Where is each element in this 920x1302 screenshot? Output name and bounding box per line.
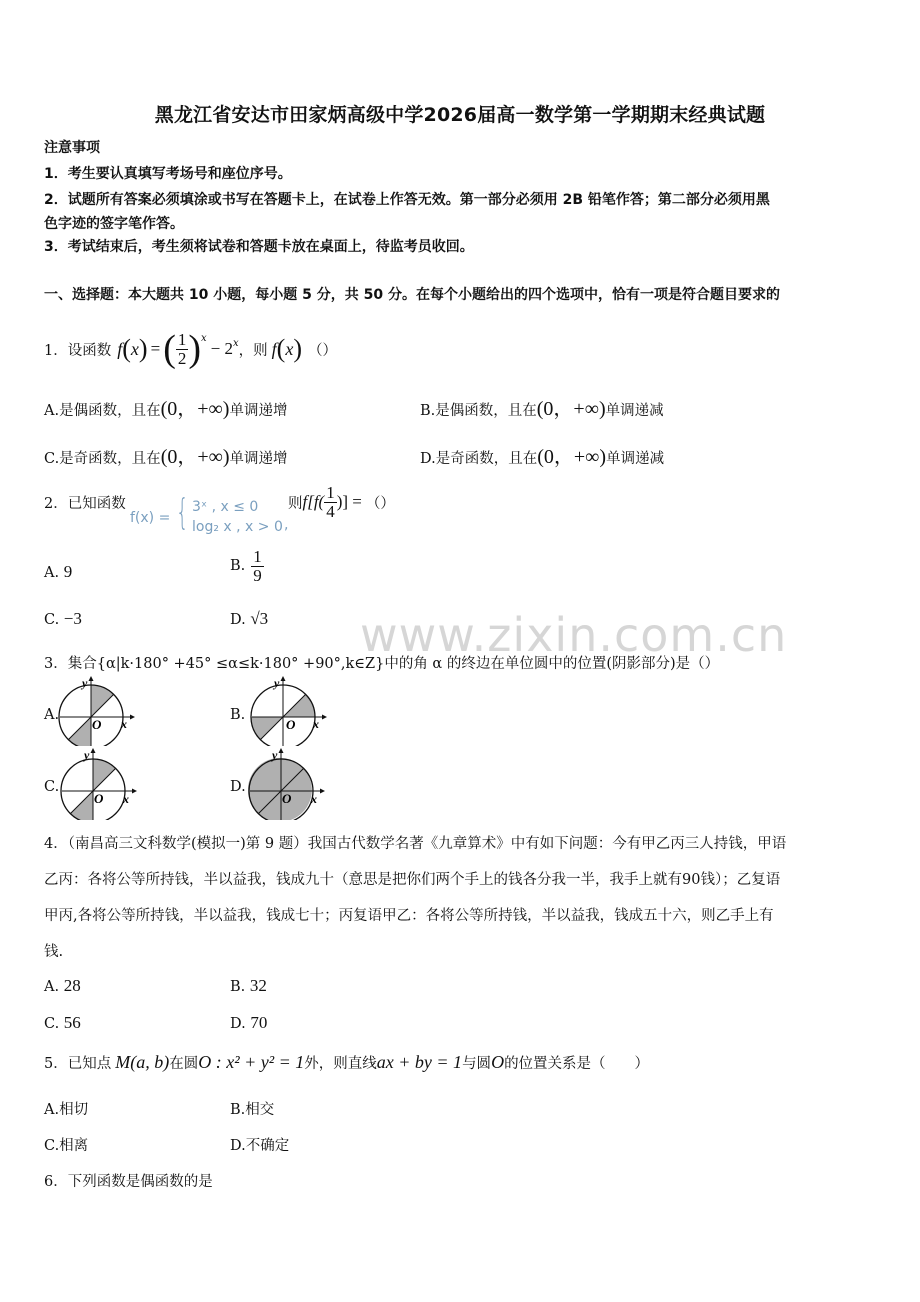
option-label: C. bbox=[44, 1016, 60, 1032]
frac-den: 2 bbox=[177, 348, 187, 368]
q1-x: x bbox=[285, 338, 294, 359]
frac-den: 9 bbox=[253, 565, 262, 585]
paren: ) bbox=[138, 334, 148, 363]
question-1 bbox=[44, 330, 337, 368]
shaded-sector bbox=[251, 717, 283, 740]
option-tail: 单调递减 bbox=[606, 451, 665, 467]
q5-option-a: A.相切 bbox=[44, 1102, 89, 1118]
exponent: x bbox=[201, 332, 207, 344]
paren: ) bbox=[293, 334, 302, 363]
watermark: www.zixin.com.cn bbox=[360, 608, 788, 662]
option-label: A.是偶函数，且在 bbox=[44, 403, 161, 419]
option-interval: (0，+∞) bbox=[160, 446, 230, 468]
q3-option-c-label: C. bbox=[44, 779, 60, 795]
q1-x: x bbox=[130, 338, 139, 359]
fraction bbox=[324, 484, 337, 521]
q2-expr-right: )] = bbox=[336, 492, 362, 512]
arrow bbox=[320, 789, 325, 794]
origin-label: O bbox=[92, 717, 102, 732]
q4-option-c bbox=[44, 1013, 81, 1033]
q1-option-d bbox=[420, 440, 664, 469]
q3-option-d-label: D. bbox=[230, 779, 246, 795]
q3-option-a-label: A. bbox=[44, 707, 60, 723]
q5-point: M(a, b) bbox=[115, 1052, 170, 1072]
q2-option-c bbox=[44, 609, 82, 629]
q5-line: ax + by = 1 bbox=[376, 1052, 463, 1072]
q3-option-a-diagram bbox=[58, 676, 138, 746]
q1-f: f bbox=[271, 338, 277, 359]
arrow bbox=[130, 715, 135, 720]
q4-option-b bbox=[230, 976, 267, 996]
fraction bbox=[251, 548, 264, 585]
y-label: y bbox=[84, 748, 90, 762]
option-interval: (0，+∞) bbox=[536, 398, 606, 420]
option-label: D. bbox=[230, 612, 246, 628]
notice-heading: 注意事项 bbox=[44, 140, 100, 156]
section-heading: 一、选择题：本大题共 10 小题，每小题 5 分，共 50 分。在每个小题给出的四个选项中，恰有一项是符合题目要求的 bbox=[44, 287, 780, 303]
origin-label: O bbox=[94, 791, 104, 806]
shaded-sector bbox=[68, 717, 91, 746]
option-value: 9 bbox=[63, 562, 73, 581]
option-value: −3 bbox=[63, 609, 82, 628]
frac-num: 1 bbox=[326, 483, 335, 502]
paren: ( bbox=[163, 328, 176, 370]
q1-eq: = bbox=[150, 339, 161, 358]
origin-label: O bbox=[286, 717, 296, 732]
shaded-sector bbox=[283, 694, 315, 717]
option-label: B. bbox=[230, 979, 246, 995]
q2-expression bbox=[288, 484, 395, 521]
notice-item: 1．考生要认真填写考场号和座位序号。 bbox=[44, 166, 292, 182]
x-label: x bbox=[313, 717, 319, 731]
question-6: 6．下列函数是偶函数的是 bbox=[44, 1174, 213, 1190]
exponent: x bbox=[232, 337, 239, 349]
y-label: y bbox=[274, 676, 280, 690]
option-value: 70 bbox=[250, 1013, 268, 1032]
option-label: C.是奇函数，且在 bbox=[44, 451, 161, 467]
notice-item: 2．试题所有答案必须填涂或书写在答题卡上，在试卷上作答无效。第一部分必须用 2B 铅笔作答；第二部分必须用黑 bbox=[44, 192, 770, 208]
x-label: x bbox=[311, 792, 317, 806]
page-title: 黑龙江省安达市田家炳高级中学2026届高一数学第一学期期末经典试题 bbox=[154, 104, 766, 126]
option-interval: (0，+∞) bbox=[537, 446, 607, 468]
q3-option-d-diagram bbox=[248, 748, 328, 820]
q5-prefix: 5．已知点 bbox=[44, 1056, 112, 1072]
q1-mid: ，则 bbox=[238, 342, 268, 359]
arrow bbox=[91, 748, 96, 753]
option-label: B. bbox=[230, 558, 246, 575]
fraction bbox=[176, 331, 189, 368]
shaded-sector bbox=[91, 685, 114, 717]
frac-num: 1 bbox=[177, 329, 187, 349]
x-label: x bbox=[121, 717, 127, 731]
q1-option-a bbox=[44, 392, 287, 421]
arrow bbox=[322, 715, 327, 720]
piecewise-comma: , bbox=[284, 517, 289, 533]
option-label: A. bbox=[44, 979, 60, 995]
arrow bbox=[281, 676, 286, 681]
paren: ( bbox=[122, 334, 131, 363]
brace: { bbox=[176, 492, 189, 533]
question-3: 3．集合{α|k·180° +45° ≤α≤k·180° +90°,k∈Z}中的角 α 的终边在单位圆中的位置(阴影部分)是（） bbox=[44, 656, 720, 672]
piecewise-case: log₂ x , x > 0 bbox=[192, 519, 283, 535]
option-label: C. bbox=[44, 612, 60, 628]
q1-prefix: 1．设函数 bbox=[44, 342, 112, 359]
option-interval: (0，+∞) bbox=[160, 398, 230, 420]
frac-den: 4 bbox=[326, 501, 335, 521]
q5-option-b: B.相交 bbox=[230, 1102, 275, 1118]
option-tail: 单调递增 bbox=[229, 451, 288, 467]
q5-mid: 在圆 bbox=[169, 1056, 199, 1072]
q2-then: 则 bbox=[288, 495, 303, 512]
option-value: 32 bbox=[249, 976, 267, 995]
q2-option-a bbox=[44, 562, 72, 582]
q1-option-b bbox=[420, 392, 664, 421]
q5-mid: 外，则直线 bbox=[304, 1056, 377, 1072]
piecewise-function-image bbox=[130, 492, 300, 541]
arrow bbox=[132, 789, 137, 794]
arrow bbox=[279, 748, 284, 753]
option-value: √3 bbox=[250, 609, 269, 628]
option-tail: 单调递增 bbox=[229, 403, 288, 419]
q3-option-b-diagram bbox=[250, 676, 330, 746]
q5-tail: 的位置关系是（ ） bbox=[504, 1056, 650, 1072]
y-label: y bbox=[82, 676, 88, 690]
paren: ( bbox=[276, 334, 286, 363]
q2-option-d bbox=[230, 609, 268, 629]
q1-f: f bbox=[117, 338, 123, 359]
option-label: D.是奇函数，且在 bbox=[420, 451, 538, 467]
option-tail: 单调递减 bbox=[605, 403, 664, 419]
option-label: B.是偶函数，且在 bbox=[420, 403, 537, 419]
shaded-sector bbox=[70, 791, 93, 820]
q4-line: 甲丙,各将公等所持钱，半以益我，钱成七十；丙复语甲乙：各将公等所持钱，半以益我，钱成五十六，则乙手上有 bbox=[44, 908, 774, 924]
q2-option-b bbox=[230, 548, 264, 585]
q2-expr-left: f[f( bbox=[302, 492, 325, 512]
shaded-sector bbox=[93, 759, 116, 791]
q2-prefix: 2．已知函数 bbox=[44, 496, 126, 512]
q5-mid: 与圆 bbox=[462, 1056, 492, 1072]
q2-tail: （） bbox=[365, 495, 395, 512]
piecewise-fx: f(x) = bbox=[130, 510, 171, 526]
paren: ) bbox=[188, 328, 201, 370]
origin-label: O bbox=[282, 791, 292, 806]
option-label: D. bbox=[230, 1016, 246, 1032]
option-label: A. bbox=[44, 565, 60, 581]
arrow bbox=[89, 676, 94, 681]
question-5 bbox=[44, 1052, 649, 1073]
y-label: y bbox=[272, 748, 278, 762]
q5-o: O bbox=[491, 1052, 505, 1072]
q4-line: 4．（南昌高三文科数学(模拟一)第 9 题）我国古代数学名著《九章算术》中有如下问题：今有甲乙丙三人持钱，甲语 bbox=[44, 836, 787, 852]
q4-line: 乙丙：各将公等所持钱，半以益我，钱成九十（意思是把你们两个手上的钱各分我一半，我手上就有90钱）；乙复语 bbox=[44, 872, 781, 888]
notice-item: 色字迹的签字笔作答。 bbox=[44, 216, 184, 232]
q4-option-d bbox=[230, 1013, 267, 1033]
q5-option-d: D.不确定 bbox=[230, 1138, 290, 1154]
q3-option-b-label: B. bbox=[230, 707, 246, 723]
q1-tail: （） bbox=[307, 342, 337, 359]
q5-option-c: C.相离 bbox=[44, 1138, 89, 1154]
frac-num: 1 bbox=[253, 547, 262, 566]
option-value: 28 bbox=[63, 976, 81, 995]
q1-minus: − 2 bbox=[210, 339, 233, 358]
q1-option-c bbox=[44, 440, 288, 469]
q4-option-a bbox=[44, 976, 81, 996]
piecewise-case: 3ˣ , x ≤ 0 bbox=[192, 499, 259, 515]
notice-item: 3．考试结束后，考生须将试卷和答题卡放在桌面上，待监考员收回。 bbox=[44, 239, 474, 255]
q5-circle: O : x² + y² = 1 bbox=[198, 1052, 305, 1072]
q4-line: 钱. bbox=[44, 944, 64, 960]
option-value: 56 bbox=[63, 1013, 81, 1032]
q3-option-c-diagram bbox=[60, 748, 140, 820]
x-label: x bbox=[123, 792, 129, 806]
